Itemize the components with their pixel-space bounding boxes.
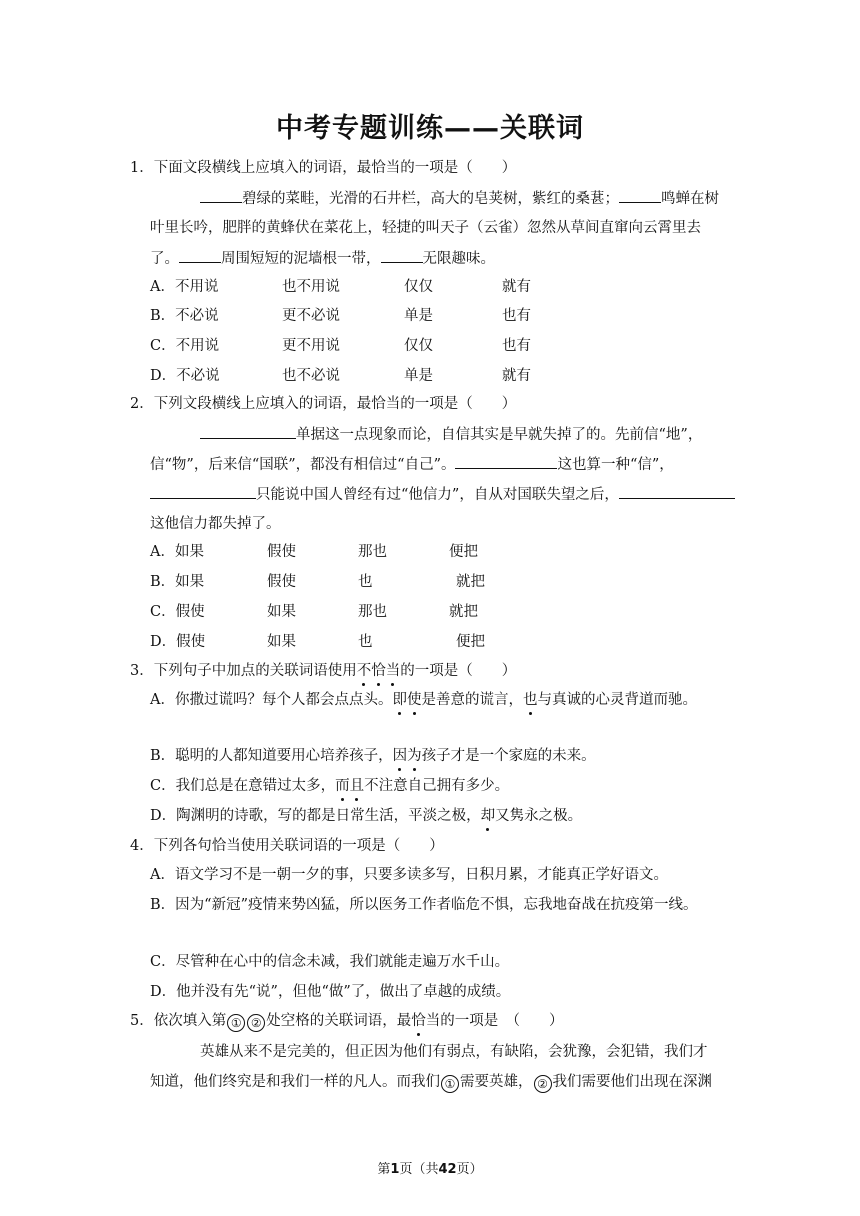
blank [455, 454, 557, 469]
question-4-option-a[interactable]: A．语文学习不是一朝一夕的事，只要多读多写，日积月累，才能真正学好语文。 [150, 867, 668, 883]
question-3-stem: 3．下列句子中加点的关联词语使用不恰当的一项是（ ） [130, 663, 517, 679]
document-page: 中考专题训练——关联词 1．下面文段横线上应填入的词语，最恰当的一项是（ ） 碧绿的菜畦，光滑的石井栏，高大的皂荚树，紫红的桑葚； 鸣蝉在树 叶里长吟，肥胖的黄蜂伏在菜花上，轻捷的叫天子（云雀）忽然从草间直窜向云霄里去 了。 周围短短的泥墙根一带， 无限趣味。 A．不用说 也不用说 仅仅 就有 B．不必说 更不必说 单是 也有 C．不用说 更不用说 仅仅 也有 D．不必说 也不必说 单是 就有 2．下列文段横线上应填入的词语，最恰当的一项是（ ） 单据这一点现象而论，自信其实是早就失掉了的。先前信“地”， 信“物”，后来信“国联”，都没有相信过“自己”。 这也算一种“信”， 只能说中国人曾经有过“他信力”，自从对国联失望之后， 这他信力都失掉了。 A．如果 假使 那也 便把 B．如果 假使 也 就把 C．假使 如果 那也 就把 D．假使 如果 也 便把 3．下列句子中加点的关联词语使用不恰当的一项是（ ） A．你撒过谎吗？每个人都会点点头。即使是善意的谎言，也与真诚的心灵背道而驰。 B．聪明的人都知道要用心培养孩子，因为孩子才是一个家庭的未来。 C．我们总是在意错过太多，而且不注意自己拥有多少。 D．陶渊明的诗歌，写的都是日常生活，平淡之极，却又隽永之极。 4．下列各句恰当使用关联词语的一项是（ ） A．语文学习不是一朝一夕的事，只要多读多写，日积月累，才能真正学好语文。 B．因为“新冠”疫情来势凶猛，所以医务工作者临危不惧，忘我地奋战在抗疫第一线。 C．尽管种在心中的信念未减，我们就能走遍万水千山。 D．他并没有先“说”，但他“做”了，做出了卓越的成绩。 5．依次填入第 ① ② 处空格的关联词语，最恰当的一项是 （ ） 英雄从来不是完美的，但正因为他们有弱点，有缺陷，会犹豫，会犯错，我们才 知道，他们终究是和我们一样的凡人。而我们 ① 需要英雄， ② 我们需要他们出现在深渊 第1页（共42页） [0, 0, 860, 1216]
question-4-option-d[interactable]: D．他并没有先“说”，但他“做”了，做出了卓越的成绩。 [150, 984, 511, 1000]
question-1-passage-line-2: 叶里长吟，肥胖的黄蜂伏在菜花上，轻捷的叫天子（云雀）忽然从草间直窜向云霄里去 [150, 220, 701, 236]
question-4-option-c[interactable]: C．尽管种在心中的信念未减，我们就能走遍万水千山。 [150, 954, 510, 970]
question-3-option-b[interactable]: B．聪明的人都知道要用心培养孩子，因为孩子才是一个家庭的未来。 [150, 748, 596, 764]
question-2-passage-line-1: 单据这一点现象而论，自信其实是早就失掉了的。先前信“地”， [200, 424, 702, 445]
circled-number-1: ① [441, 1075, 459, 1093]
page-title: 中考专题训练——关联词 [276, 113, 584, 144]
page-footer: 第1页（共42页） [377, 1162, 483, 1177]
question-3-option-c[interactable]: C．我们总是在意错过太多，而且不注意自己拥有多少。 [150, 778, 510, 794]
circled-number-1: ① [227, 1014, 245, 1032]
question-1-passage-line-3: 了。 周围短短的泥墙根一带， 无限趣味。 [150, 248, 495, 269]
question-2-stem: 2．下列文段横线上应填入的词语，最恰当的一项是（ ） [130, 396, 517, 412]
question-5-stem: 5．依次填入第 ① ② 处空格的关联词语，最恰当的一项是 （ ） [130, 1013, 564, 1030]
question-5-passage-line-2: 知道，他们终究是和我们一样的凡人。而我们 ① 需要英雄， ② 我们需要他们出现在深渊 [150, 1074, 712, 1091]
question-2-passage-line-2: 信“物”，后来信“国联”，都没有相信过“自己”。 这也算一种“信”， [150, 454, 674, 475]
blank [619, 484, 735, 499]
question-1-passage-line-1: 碧绿的菜畦，光滑的石井栏，高大的皂荚树，紫红的桑葚； 鸣蝉在树 [200, 188, 719, 209]
blank [200, 424, 296, 439]
circled-number-2: ② [534, 1075, 552, 1093]
blank [150, 484, 256, 499]
blank [619, 188, 661, 203]
question-2-passage-line-4: 这他信力都失掉了。 [150, 516, 281, 532]
question-5-passage-line-1: 英雄从来不是完美的，但正因为他们有弱点，有缺陷，会犹豫，会犯错，我们才 [200, 1044, 708, 1060]
question-2-passage-line-3: 只能说中国人曾经有过“他信力”，自从对国联失望之后， [150, 484, 735, 505]
question-4-option-b[interactable]: B．因为“新冠”疫情来势凶猛，所以医务工作者临危不惧，忘我地奋战在抗疫第一线。 [150, 897, 698, 913]
blank [381, 248, 423, 263]
question-4-stem: 4．下列各句恰当使用关联词语的一项是（ ） [130, 838, 444, 854]
blank [200, 188, 242, 203]
question-3-option-a[interactable]: A．你撒过谎吗？每个人都会点点头。即使是善意的谎言，也与真诚的心灵背道而驰。 [150, 692, 697, 708]
question-1-stem: 1．下面文段横线上应填入的词语，最恰当的一项是（ ） [130, 160, 517, 176]
question-3-option-d[interactable]: D．陶渊明的诗歌，写的都是日常生活，平淡之极，却又隽永之极。 [150, 808, 583, 824]
blank [179, 248, 221, 263]
circled-number-2: ② [247, 1014, 265, 1032]
